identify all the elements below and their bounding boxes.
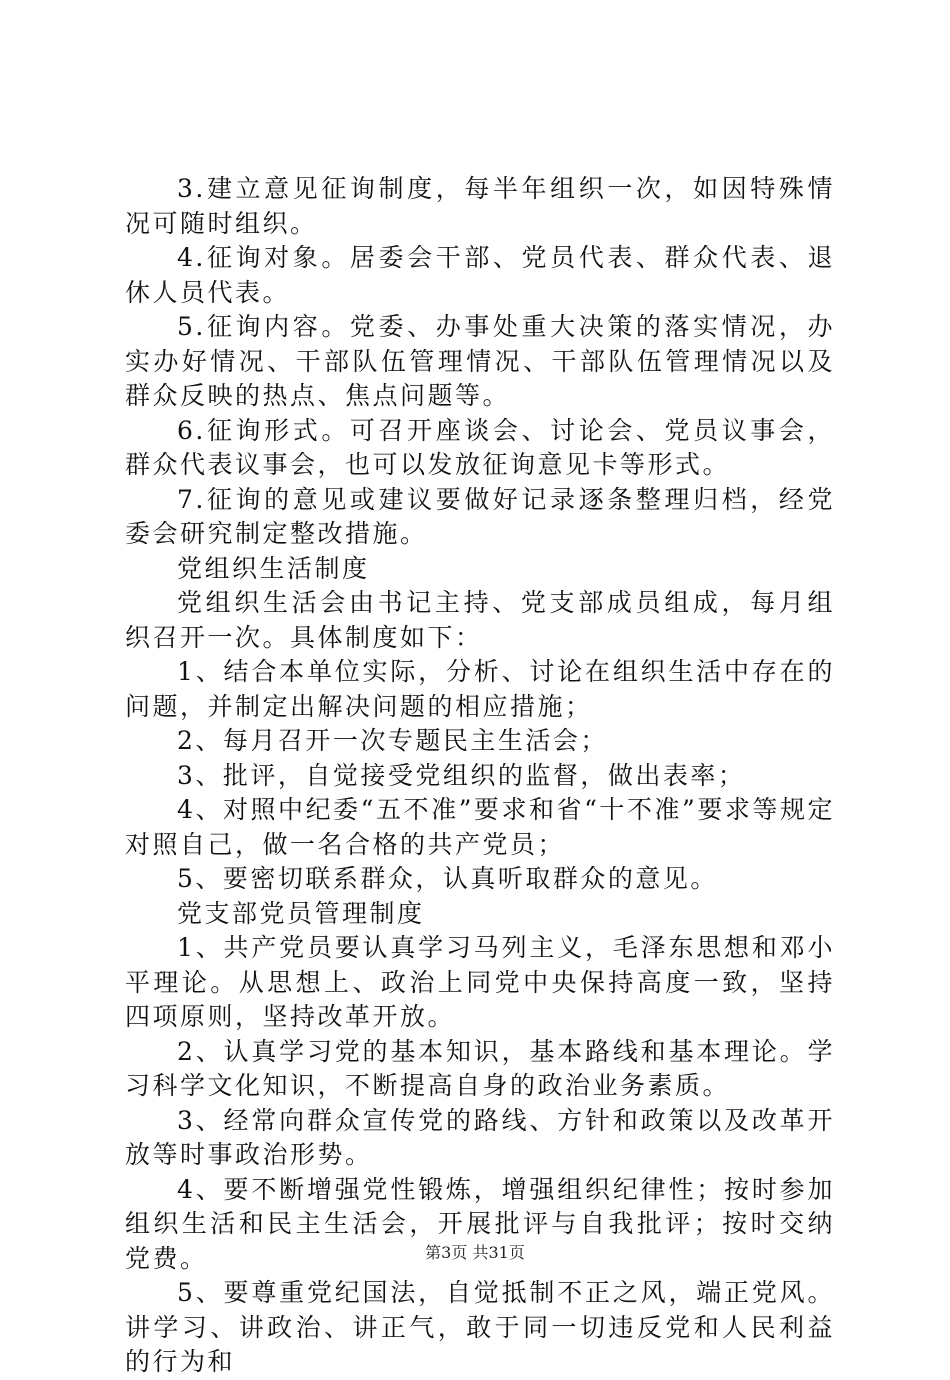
paragraph-member-item-4: 4、要不断增强党性锻炼，增强组织纪律性；按时参加组织生活和民主生活会，开展批评与自我批评；按时交纳党费。 [125,1174,835,1273]
paragraph-consultation-form: 6.征询形式。可召开座谈会、讨论会、党员议事会，群众代表议事会，也可以发放征询意见卡等形式。 [125,415,835,479]
paragraph-member-item-2: 2、认真学习党的基本知识，基本路线和基本理论。学习科学文化知识，不断提高自身的政治业务素质。 [125,1036,835,1100]
paragraph-party-life-item-2: 2、每月召开一次专题民主生活会； [177,726,608,755]
page-number: 第3页 [425,1243,468,1262]
paragraph-member-item-1: 1、共产党员要认真学习马列主义，毛泽东思想和邓小平理论。从思想上、政治上同党中央保持高度一致，坚持四项原则，坚持改革开放。 [125,933,835,1031]
section-heading-party-life: 党组织生活制度 [177,553,370,583]
paragraph-party-life-item-1: 1、结合本单位实际，分析、讨论在组织生活中存在的问题，并制定出解决问题的相应措施； [125,657,835,721]
document-body [125,172,835,1380]
paragraph-party-life-item-4: 4、对照中纪委“五不准”要求和省“十不准”要求等规定对照自己，做一名合格的共产党员； [125,795,835,859]
paragraph-party-life-item-3: 3、批评，自觉接受党组织的监督，做出表率； [177,760,746,790]
paragraph-consultation-targets: 4.征询对象。居委会干部、党员代表、群众代表、退休人员代表。 [125,243,835,307]
section-heading-member-management: 党支部党员管理制度 [177,898,425,928]
paragraph-party-life-intro: 党组织生活会由书记主持、党支部成员组成，每月组织召开一次。具体制度如下： [125,588,835,652]
paragraph-member-item-5: 5、要尊重党纪国法，自觉抵制不正之风，端正党风。讲学习、讲政治、讲正气，敢于同一切违反党和人民利益的行为和 [125,1278,835,1376]
paragraph-member-item-3: 3、经常向群众宣传党的路线、方针和政策以及改革开放等时事政治形势。 [125,1105,835,1169]
page-total: 共31页 [472,1243,525,1262]
paragraph-opinion-system: 3.建立意见征询制度，每半年组织一次，如因特殊情况可随时组织。 [125,174,835,238]
paragraph-party-life-item-5: 5、要密切联系群众，认真听取群众的意见。 [177,864,718,893]
paragraph-consultation-records: 7.征询的意见或建议要做好记录逐条整理归档，经党委会研究制定整改措施。 [125,484,835,548]
paragraph-consultation-content: 5.征询内容。党委、办事处重大决策的落实情况，办实办好情况、干部队伍管理情况、干部队伍管理情况以及群众反映的热点、焦点问题等。 [125,312,835,410]
page-footer [0,1240,950,1263]
